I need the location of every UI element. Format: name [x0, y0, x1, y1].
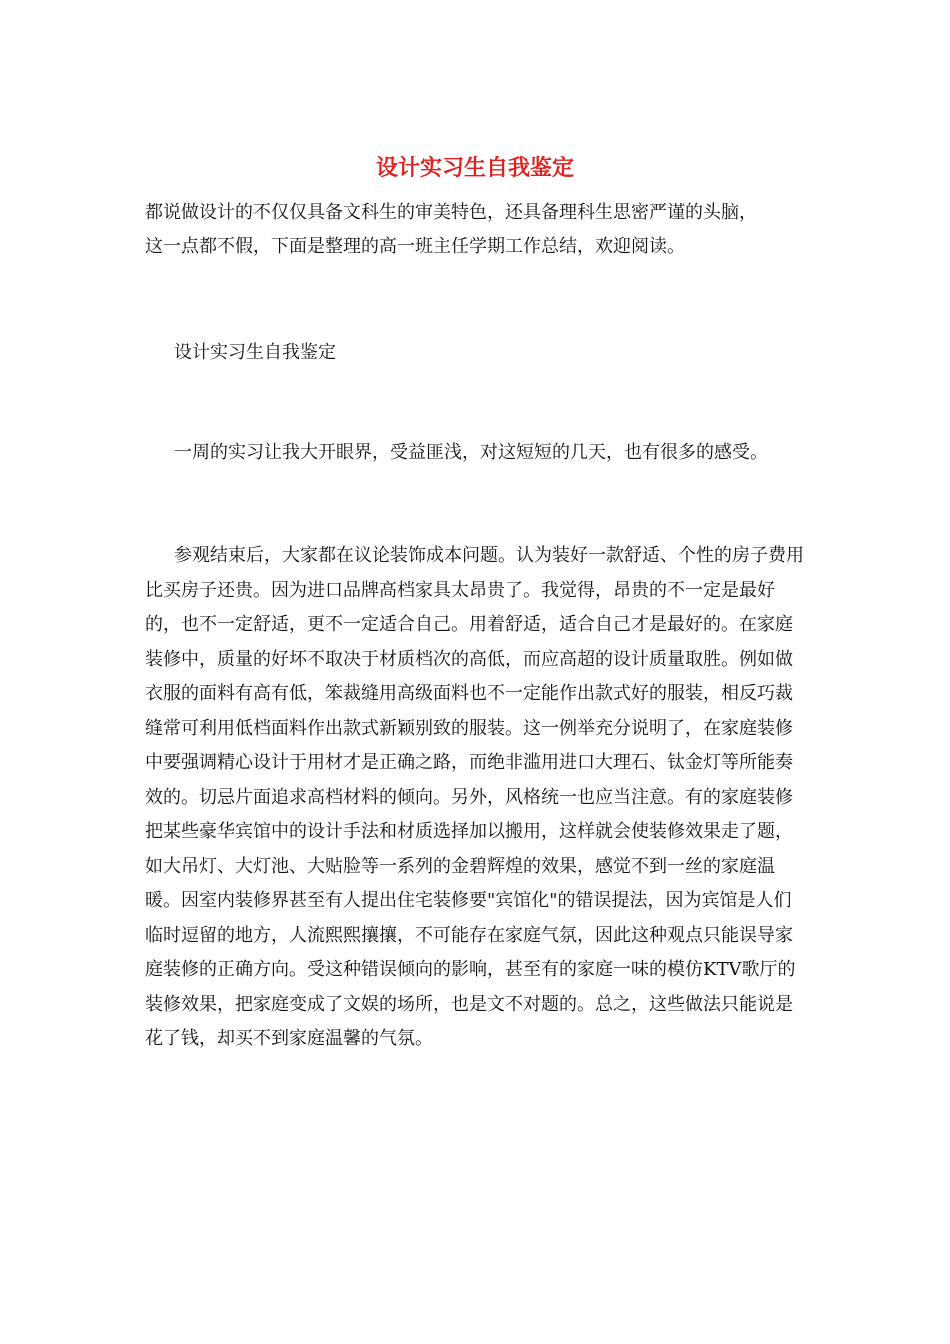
- intro-line: 都说做设计的不仅仅具备文科生的审美特色，还具备理科生思密严谨的头脑，: [145, 202, 757, 223]
- section-subheading: 设计实习生自我鉴定: [174, 342, 336, 363]
- body-paragraph-2: 参观结束后，大家都在议论装饰成本问题。认为装好一款舒适、个性的房子费用比买房子还贵。因为进口品牌高档家具太昂贵了。我觉得，昂贵的不一定是最好的，也不一定舒适，更不一定适合自己。用着舒适，适合自己才是最好的。在家庭装修中，质量的好坏不取决于材质档次的高低，而应高超的设计质量取胜。例如做衣服的面料有高有低，笨裁缝用高级面料也不一定能作出款式好的服装，相反巧裁缝常可利用低档面料作出款式新颖别致的服装。这一例举充分说明了，在家庭装修中要强调精心设计于用材才是正确之路，而绝非滥用进口大理石、钛金灯等所能奏效的。切忌片面追求高档材料的倾向。另外，风格统一也应当注意。有的家庭装修把某些豪华宾馆中的设计手法和材质选择加以搬用，这样就会使装修效果走了题，如大吊灯、大灯池、大贴脸等一系列的金碧辉煌的效果，感觉不到一丝的家庭温暖。因室内装修界甚至有人提出住宅装修要"宾馆化"的错误提法，因为宾馆是人们临时逗留的地方，人流熙熙攘攘，不可能存在家庭气氛，因此这种观点只能误导家庭装修的正确方向。受这种错误倾向的影响，甚至有的家庭一味的模仿KTV歌厅的装修效果，把家庭变成了文娱的场所，也是文不对题的。总之，这些做法只能说是花了钱，却买不到家庭温馨的气氛。: [145, 545, 804, 1049]
- intro-line: 这一点都不假，下面是整理的高一班主任学期工作总结，欢迎阅读。: [145, 236, 685, 257]
- document-title: 设计实习生自我鉴定: [375, 155, 574, 181]
- body-paragraph-1: 一周的实习让我大开眼界，受益匪浅，对这短短的几天，也有很多的感受。: [174, 442, 768, 463]
- intro-paragraph: [145, 196, 805, 264]
